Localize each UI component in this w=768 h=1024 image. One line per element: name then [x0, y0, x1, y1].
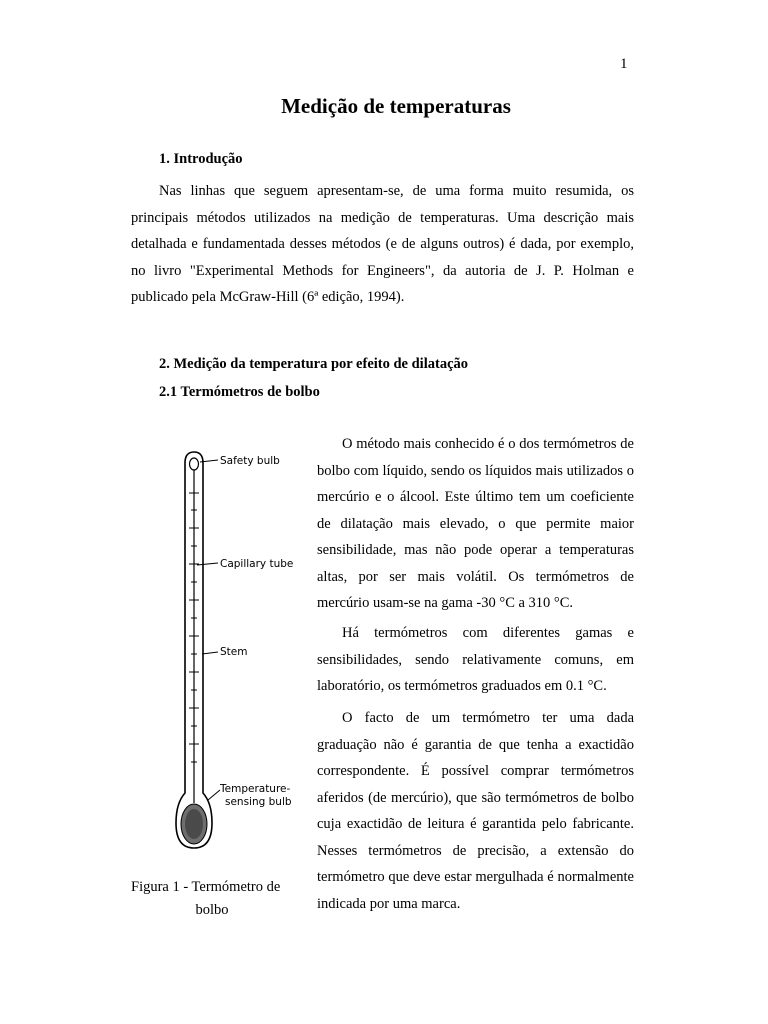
caption-line-2: bolbo — [195, 902, 229, 918]
sensing-bulb-core — [185, 809, 203, 839]
label-sensing-bulb-line1: Temperature- — [220, 783, 291, 795]
page-number: 1 — [620, 56, 628, 72]
intro-paragraph: Nas linhas que seguem apresentam-se, de uma forma muito resumida, os principais métodos utilizados na medição de temperaturas. Uma descrição mais detalhada e fundamentada desses métodos (e de alguns outros) é dada, por exemplo, no livro "Experimental Methods for Engineers", da autoria de J. P. Holman e publicado pela McGraw-Hill (6ª edição, 1994). — [131, 183, 634, 305]
subsection-heading-bulb-thermometers: 2.1 Termómetros de bolbo — [159, 384, 320, 400]
label-capillary-tube: Capillary tube — [220, 558, 294, 570]
paragraph-accuracy: O facto de um termómetro ter uma dada graduação não é garantia de que tenha a exactidão correspondente. É possível comprar termómetros aferidos (de mercúrio), que são termómetros de bolbo cuja exactidão de leitura é garantida pelo fabricante. Nesses termómetros de precisão, a extensão do termómetro que deve estar mergulhada é normalmente indicada por uma marca. — [317, 710, 634, 912]
thermometer-figure — [170, 448, 310, 858]
caption-line-1: Figura 1 - Termómetro de — [131, 879, 281, 895]
safety-bulb — [190, 458, 199, 470]
label-sensing-bulb-line2: sensing bulb — [225, 796, 292, 808]
figure-caption — [131, 876, 293, 922]
thermometer-illustration — [170, 448, 310, 858]
section-heading-introduction: 1. Introdução — [159, 151, 243, 167]
section-heading-dilatation: 2. Medição da temperatura por efeito de dilatação — [159, 356, 469, 372]
label-safety-bulb: Safety bulb — [220, 455, 280, 467]
paragraph-ranges: Há termómetros com diferentes gamas e sensibilidades, sendo relativamente comuns, em laboratório, os termómetros graduados em 0.1 °C. — [317, 625, 634, 694]
paragraph-bulb-method: O método mais conhecido é o dos termómetros de bolbo com líquido, sendo os líquidos mais utilizados o mercúrio e o álcool. Este último tem um coeficiente de dilatação mais elevado, o que permite maior sensibilidade, mas não pode operar a temperaturas altas, por ser mais volátil. Os termómetros de mercúrio usam-se na gama -30 °C a 310 °C. — [317, 436, 634, 611]
label-stem: Stem — [220, 646, 248, 658]
page-title: Medição de temperaturas — [281, 94, 511, 118]
label-leaders — [197, 460, 220, 800]
